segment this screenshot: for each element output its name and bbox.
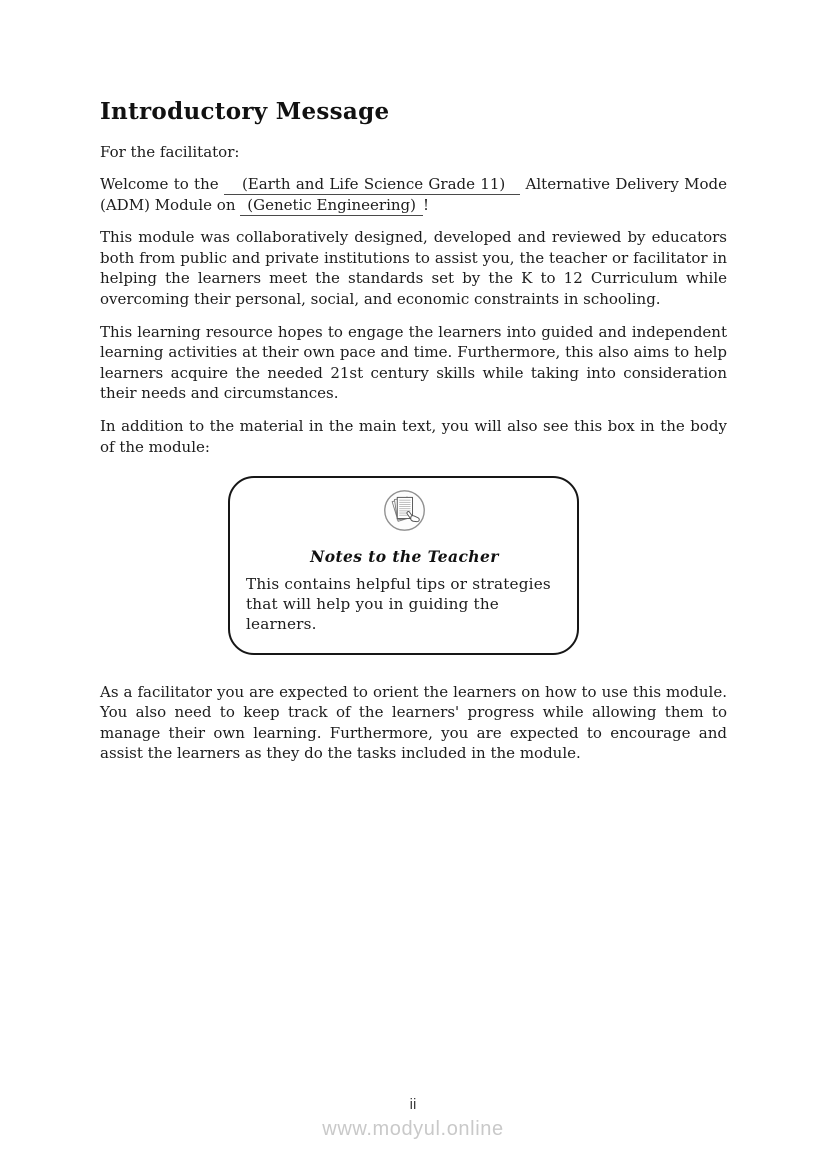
- page-number: ii: [409, 1096, 417, 1113]
- paragraph-learning-resource: This learning resource hopes to engage the learners into guided and independent learning activities at their own pace and time. Furthermore, this also aims to help learners acquire the needed 21st century skills while taking into consideration their needs and circumstances.: [100, 322, 727, 403]
- welcome-prefix: Welcome to the: [100, 175, 219, 193]
- welcome-suffix: !: [423, 195, 430, 214]
- course-title-blank: (Earth and Life Science Grade 11): [224, 175, 520, 195]
- notes-to-teacher-box: [228, 476, 579, 654]
- welcome-middle: Alternative Delivery Mode (ADM) Module on: [100, 175, 727, 214]
- paragraph-box-intro: In addition to the material in the main text, you will also see this box in the body of the module:: [100, 416, 727, 456]
- module-topic-blank: (Genetic Engineering): [240, 196, 423, 216]
- paragraph-facilitator-role: As a facilitator you are expected to orient the learners on how to use this module. You also need to keep track of the learners' progress while allowing them to manage their own learning. Furthermore, you are expected to encourage and assist the learners as they do the tasks included in the module.: [100, 682, 727, 763]
- watermark-text: www.modyul.online: [322, 1118, 504, 1140]
- paragraph-module-design: This module was collaboratively designed, developed and reviewed by educators both from public and private institutions to assist you, the teacher or facilitator in helping the learners meet the standards set by the K to 12 Curriculum while overcoming their personal, social, and economic constraints in schooling.: [100, 228, 727, 308]
- notes-box-title: Notes to the Teacher: [310, 547, 499, 567]
- notes-box-body: This contains helpful tips or strategies that will help you in guiding the learners.: [246, 575, 551, 633]
- notes-paper-hand-icon: [383, 489, 426, 532]
- page-title: Introductory Message: [100, 98, 390, 125]
- salutation-line: For the facilitator:: [100, 143, 240, 161]
- welcome-paragraph: [100, 174, 727, 215]
